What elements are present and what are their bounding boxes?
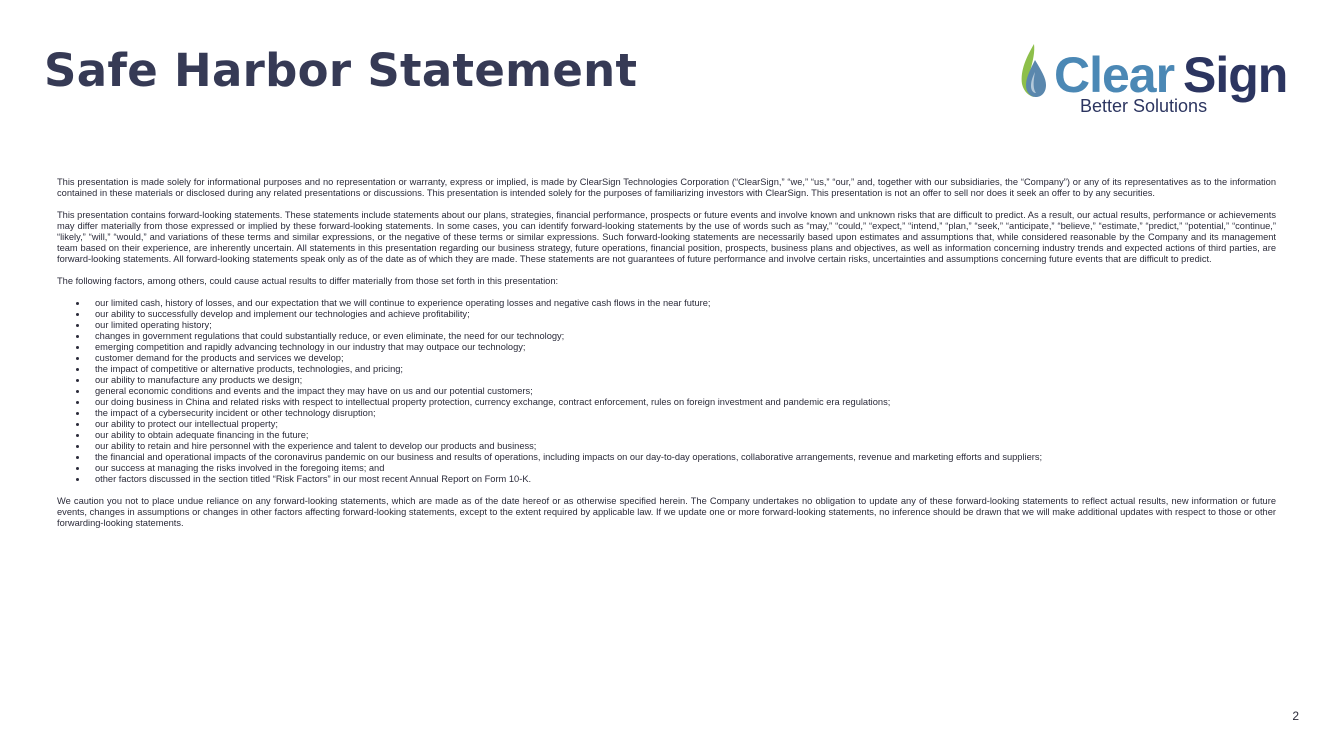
risk-factor-list <box>57 298 1276 485</box>
risk-factor-item <box>57 342 1276 353</box>
risk-factor-text: our success at managing the risks involved in the foregoing items; and <box>95 463 385 473</box>
risk-factor-item <box>57 408 1276 419</box>
page-number: 2 <box>1292 709 1299 723</box>
risk-factor-text: changes in government regulations that could substantially reduce, or even eliminate, the need for our technology; <box>95 331 565 341</box>
risk-factor-item <box>57 474 1276 485</box>
risk-factor-item <box>57 419 1276 430</box>
risk-factor-item <box>57 375 1276 386</box>
risk-factor-text: our ability to obtain adequate financing in the future; <box>95 430 309 440</box>
disclaimer-paragraph: This presentation is made solely for informational purposes and no representation or warranty, express or implied, is made by ClearSign Technologies Corporation (“ClearSign,” “we,” “us,” “our,” and, together with our subsidiaries, the “Company”) or any of its representatives as to the information contained in these materials or disclosed during any related presentations or discussions. This presentation is intended solely for the purposes of familiarizing investors with ClearSign. This presentation is not an offer to sell nor does it seek an offer to by any securities. <box>57 177 1276 198</box>
bullet-dot <box>76 445 79 448</box>
forward-looking-paragraph: This presentation contains forward-looking statements. These statements include statements about our plans, strategies, financial performance, prospects or future events and involve known and unknown risks that are difficult to predict. As a result, our actual results, performance or achievements may differ materially from those expressed or implied by these forward-looking statements. In some cases, you can identify forward-looking statements by the use of words such as “may,” “could,” “expect,” “intend,” “plan,” “seek,” “anticipate,” “believe,” “estimate,” “predict,” “potential,” “continue,” “likely,” “will,” “would,” and variations of these terms and similar expressions, or the negative of these terms or similar expressions. Such forward-looking statements are necessarily based upon estimates and assumptions that, while considered reasonable by the Company and its management team based on their experience, are inherently uncertain. All statements in this presentation regarding our business strategy, future operations, financial position, prospects, business plans and objectives, as well as information concerning industry trends and expected actions of third parties, are forward-looking statements. All forward-looking statements speak only as of the date as of which they are made. These statements are not guarantees of future performance and involve certain risks, uncertainties and assumptions concerning future events that are difficult to predict. <box>57 210 1276 264</box>
safe-harbor-body <box>57 177 1276 540</box>
bullet-dot <box>76 313 79 316</box>
bullet-dot <box>76 335 79 338</box>
clearsign-logo <box>1018 40 1308 118</box>
bullet-dot <box>76 324 79 327</box>
bullet-dot <box>76 412 79 415</box>
risk-factor-item <box>57 364 1276 375</box>
bullet-dot <box>76 390 79 393</box>
bullet-dot <box>76 357 79 360</box>
risk-factor-text: emerging competition and rapidly advancing technology in our industry that may outpace our technology; <box>95 342 526 352</box>
risk-factor-text: customer demand for the products and services we develop; <box>95 353 344 363</box>
bullet-dot <box>76 423 79 426</box>
risk-factor-text: our ability to successfully develop and implement our technologies and achieve profitability; <box>95 309 470 319</box>
risk-factor-text: our limited cash, history of losses, and our expectation that we will continue to experience operating losses and negative cash flows in the near future; <box>95 298 711 308</box>
risk-factor-text: our ability to retain and hire personnel with the experience and talent to develop our products and business; <box>95 441 537 451</box>
risk-factor-text: other factors discussed in the section titled “Risk Factors” in our most recent Annual Report on Form 10-K. <box>95 474 532 484</box>
logo-tagline: Better Solutions <box>1080 96 1208 116</box>
risk-factor-item <box>57 331 1276 342</box>
bullet-dot <box>76 346 79 349</box>
bullet-dot <box>76 368 79 371</box>
logo-word-sign: Sign <box>1183 47 1288 103</box>
risk-factor-text: the impact of a cybersecurity incident or other technology disruption; <box>95 408 376 418</box>
risk-factor-text: our ability to protect our intellectual property; <box>95 419 278 429</box>
risk-factor-text: our ability to manufacture any products we design; <box>95 375 303 385</box>
risk-factor-item <box>57 298 1276 309</box>
bullet-dot <box>76 456 79 459</box>
bullet-dot <box>76 434 79 437</box>
risk-factor-item <box>57 441 1276 452</box>
risk-factor-text: general economic conditions and events and the impact they may have on us and our potential customers; <box>95 386 533 396</box>
flame-drop-icon <box>1022 44 1046 97</box>
risk-factor-item <box>57 386 1276 397</box>
risk-factor-item <box>57 397 1276 408</box>
caution-paragraph: We caution you not to place undue reliance on any forward-looking statements, which are made as of the date hereof or as otherwise specified herein. The Company undertakes no obligation to update any of these forward-looking statements to reflect actual results, new information or future events, changes in assumptions or changes in other factors affecting forward-looking statements, except to the extent required by applicable law. If we update one or more forward-looking statements, no inference should be drawn that we will make additional updates with respect to those or other forwarding-looking statements. <box>57 496 1276 528</box>
risk-factor-item <box>57 353 1276 364</box>
logo-word-clear: Clear <box>1054 47 1175 103</box>
bullet-dot <box>76 467 79 470</box>
risk-factor-item <box>57 309 1276 320</box>
risk-factor-text: our doing business in China and related risks with respect to intellectual property protection, currency exchange, contract enforcement, rules on foreign investment and pandemic era regulations; <box>95 397 891 407</box>
bullet-dot <box>76 478 79 481</box>
bullet-dot <box>76 302 79 305</box>
bullet-dot <box>76 379 79 382</box>
risk-factor-item <box>57 320 1276 331</box>
risk-factor-text: the financial and operational impacts of the coronavirus pandemic on our business and results of operations, including impacts on our day-to-day operations, collaborative arrangements, revenue and marketing efforts and suppliers; <box>95 452 1043 462</box>
risk-factor-item <box>57 463 1276 474</box>
slide-title: Safe Harbor Statement <box>44 44 638 97</box>
bullet-dot <box>76 401 79 404</box>
risk-factor-text: the impact of competitive or alternative products, technologies, and pricing; <box>95 364 403 374</box>
risk-factors-intro: The following factors, among others, could cause actual results to differ materially from those set forth in this presentation: <box>57 276 559 286</box>
risk-factor-item <box>57 452 1276 463</box>
risk-factor-item <box>57 430 1276 441</box>
risk-factor-text: our limited operating history; <box>95 320 212 330</box>
